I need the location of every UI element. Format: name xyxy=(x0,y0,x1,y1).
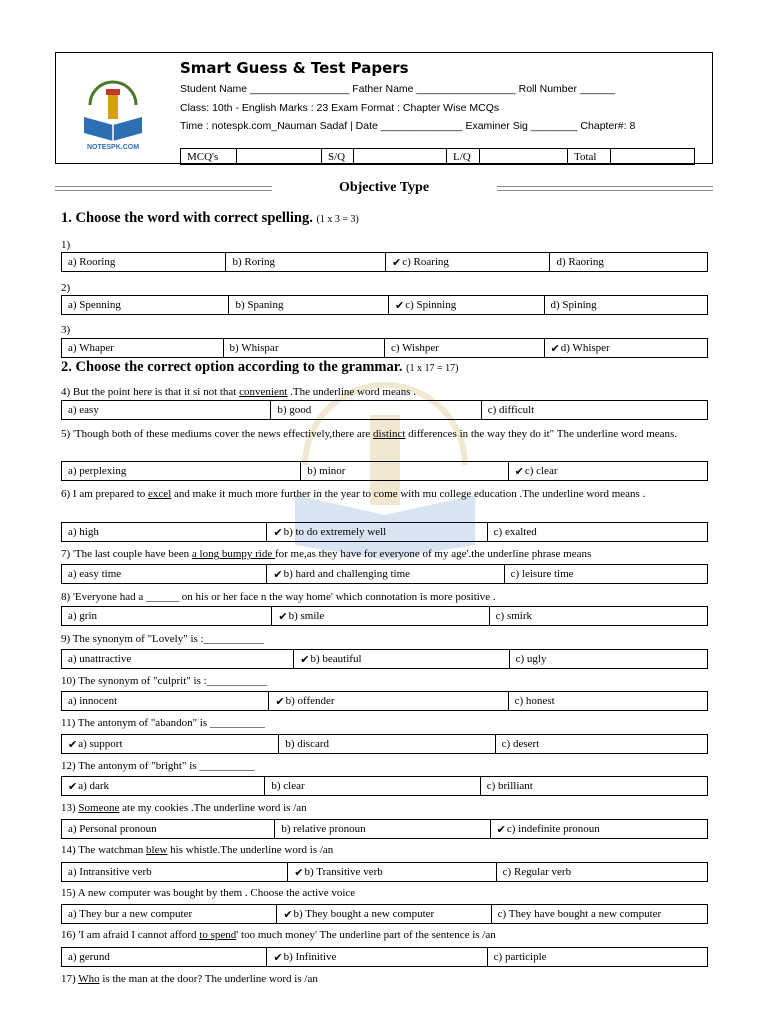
option-label: a) gerund xyxy=(68,951,110,963)
question-text-part: .The underline word means . xyxy=(287,386,416,398)
question-text: 11) The antonym of "abandon" is __________ xyxy=(61,717,265,729)
option-label: d) Spining xyxy=(550,299,597,311)
underlined-term: to spend xyxy=(199,929,237,941)
option-label: c) desert xyxy=(501,738,540,750)
paper-title: Smart Guess & Test Papers xyxy=(180,59,409,77)
option-label: a) Spenning xyxy=(68,299,121,311)
option-label: b) They bought a new computer xyxy=(293,908,435,920)
option-label: c) difficult xyxy=(487,404,535,416)
options-row xyxy=(61,691,708,711)
option-label: a) innocent xyxy=(68,695,118,707)
option-c[interactable] xyxy=(386,253,550,271)
option-label: b) relative pronoun xyxy=(281,823,366,835)
question-text-part: differences in the way they do it" The underline word means. xyxy=(405,428,678,440)
underlined-term: excel xyxy=(148,488,172,500)
option-label: a) high xyxy=(68,526,99,538)
option-label: a) grin xyxy=(68,610,98,622)
section-title: 2. Choose the correct option according to the grammar. xyxy=(61,359,407,375)
question-text-part: 6) I am prepared to xyxy=(61,488,149,500)
section-marks: (1 x 3 = 3) xyxy=(316,214,359,225)
option-b[interactable] xyxy=(267,948,487,966)
question-text: 8) 'Everyone had a ______ on his or her face n the way home' which connotation is more positive . xyxy=(61,591,496,603)
check-mark-icon: ✔ xyxy=(294,865,304,879)
check-mark-icon: ✔ xyxy=(273,567,283,581)
option-d[interactable] xyxy=(545,339,708,357)
option-label: b) Spaning xyxy=(235,299,284,311)
check-mark-icon: ✔ xyxy=(496,822,506,836)
option-c[interactable] xyxy=(497,863,707,881)
option-b[interactable] xyxy=(301,462,508,480)
question-text-part: is the man at the door? The underline word is /an xyxy=(99,973,318,985)
question-text: 15) A new computer was bought by them . Choose the active voice xyxy=(61,887,356,899)
option-label: d) Whisper xyxy=(560,342,610,354)
marks-box-mcq xyxy=(237,149,322,165)
underlined-term: blew xyxy=(146,844,168,856)
underlined-term: convenient xyxy=(239,386,288,398)
option-b[interactable] xyxy=(224,339,386,357)
option-c[interactable] xyxy=(505,565,707,583)
option-c[interactable] xyxy=(490,607,707,625)
option-c[interactable] xyxy=(510,650,707,668)
option-c[interactable] xyxy=(389,296,545,314)
option-label: c) participle xyxy=(493,951,547,963)
marks-box-sq xyxy=(354,149,447,165)
option-b[interactable] xyxy=(229,296,389,314)
option-a[interactable] xyxy=(62,523,267,541)
underlined-term: Someone xyxy=(78,802,120,814)
options-row xyxy=(61,649,708,669)
option-b[interactable] xyxy=(277,905,491,923)
options-row xyxy=(61,904,708,924)
option-c[interactable] xyxy=(496,735,707,753)
option-label: c) honest xyxy=(514,695,555,707)
time-info-line: Time : notespk.com_Nauman Sadaf | Date ______________ Examiner Sig ________ Chapter#: 8 xyxy=(180,120,636,132)
question-text-part: his whistle.The underline word is /an xyxy=(167,844,334,856)
student-info-line: Student Name _________________ Father Name _________________ Roll Number ______ xyxy=(180,83,615,95)
option-b[interactable] xyxy=(275,820,490,838)
option-label: a) Intransitive verb xyxy=(68,866,152,878)
section-title: 1. Choose the word with correct spelling. xyxy=(61,210,317,226)
option-b[interactable] xyxy=(267,565,504,583)
option-label: b) Roring xyxy=(232,256,275,268)
option-d[interactable] xyxy=(545,296,708,314)
options-row xyxy=(61,734,708,754)
option-label: a) unattractive xyxy=(68,653,132,665)
check-mark-icon: ✔ xyxy=(391,255,402,269)
question-text xyxy=(61,383,711,401)
objective-type-title: Objective Type xyxy=(338,180,430,195)
check-mark-icon: ✔ xyxy=(300,652,310,666)
options-row xyxy=(61,400,708,420)
option-c[interactable] xyxy=(481,777,707,795)
question-text-part: 13) xyxy=(61,802,79,814)
option-a[interactable] xyxy=(62,607,272,625)
option-a[interactable] xyxy=(62,462,301,480)
option-label: d) Raoring xyxy=(556,256,604,268)
check-mark-icon: ✔ xyxy=(275,694,285,708)
option-label: c) indefinite pronoun xyxy=(506,823,600,835)
underlined-term: a long bumpy ride xyxy=(191,548,275,560)
options-row xyxy=(61,606,708,626)
marks-label-lq: L/Q xyxy=(447,149,480,165)
options-row xyxy=(61,564,708,584)
option-label: b) smile xyxy=(288,610,325,622)
section-heading xyxy=(61,210,359,227)
check-mark-icon: ✔ xyxy=(273,525,283,539)
option-label: c) smirk xyxy=(495,610,533,622)
option-label: a) Whaper xyxy=(68,342,114,354)
option-label: a) support xyxy=(78,738,123,750)
section-heading xyxy=(61,359,458,376)
check-mark-icon: ✔ xyxy=(283,907,293,921)
marks-label-total: Total xyxy=(568,149,611,165)
question-text-part: 7) 'The last couple have been xyxy=(61,548,192,560)
option-c[interactable] xyxy=(509,462,707,480)
option-label: c) They have bought a new computer xyxy=(497,908,662,920)
question-text: 12) The antonym of "bright" is __________ xyxy=(61,760,255,772)
check-mark-icon: ✔ xyxy=(278,609,288,623)
option-b[interactable] xyxy=(279,735,495,753)
option-label: b) offender xyxy=(285,695,335,707)
option-b[interactable] xyxy=(288,863,496,881)
option-a[interactable] xyxy=(62,735,279,753)
option-label: b) Whispar xyxy=(229,342,279,354)
question-text: 10) The synonym of "culprit" is :___________ xyxy=(61,675,268,687)
marks-box-lq xyxy=(480,149,568,165)
option-a[interactable] xyxy=(62,820,275,838)
option-label: b) Infinitive xyxy=(283,951,337,963)
question-text: 3) xyxy=(61,324,71,336)
option-c[interactable] xyxy=(492,905,707,923)
options-row xyxy=(61,338,708,358)
logo-text: NOTESPK.COM xyxy=(86,144,140,151)
option-label: b) hard and challenging time xyxy=(283,568,411,580)
section-marks: (1 x 17 = 17) xyxy=(406,363,459,374)
option-label: c) Regular verb xyxy=(502,866,572,878)
question-text-part: 16) 'I am afraid I cannot afford xyxy=(61,929,200,941)
option-c[interactable] xyxy=(509,692,707,710)
question-text xyxy=(61,970,711,988)
option-b[interactable] xyxy=(271,401,481,419)
option-a[interactable] xyxy=(62,650,294,668)
option-b[interactable] xyxy=(294,650,509,668)
underlined-term: Who xyxy=(78,973,100,985)
option-label: b) good xyxy=(277,404,312,416)
check-mark-icon: ✔ xyxy=(68,737,78,751)
option-b[interactable] xyxy=(226,253,386,271)
option-b[interactable] xyxy=(265,777,480,795)
options-row xyxy=(61,461,708,481)
options-row xyxy=(61,252,708,272)
class-info-line: Class: 10th - English Marks : 23 Exam Format : Chapter Wise MCQs xyxy=(180,102,500,114)
check-mark-icon: ✔ xyxy=(514,464,524,478)
question-text-part: ate my cookies .The underline word is /an xyxy=(119,802,307,814)
options-row xyxy=(61,522,708,542)
options-row xyxy=(61,819,708,839)
marks-label-mcq: MCQ's xyxy=(181,149,237,165)
option-label: a) Personal pronoun xyxy=(68,823,157,835)
question-text xyxy=(61,425,711,443)
option-c[interactable] xyxy=(488,523,707,541)
option-b[interactable] xyxy=(267,523,487,541)
question-text xyxy=(61,926,711,944)
question-text-part: 14) The watchman xyxy=(61,844,147,856)
option-label: a) perplexing xyxy=(68,465,127,477)
option-a[interactable] xyxy=(62,905,277,923)
option-label: b) Transitive verb xyxy=(304,866,383,878)
options-row xyxy=(61,295,708,315)
option-label: a) They bur a new computer xyxy=(68,908,193,920)
check-mark-icon: ✔ xyxy=(68,779,78,793)
check-mark-icon: ✔ xyxy=(394,298,405,312)
option-label: c) Spinning xyxy=(405,299,457,311)
question-text-part: ' too much money' The underline part of the sentence is /an xyxy=(236,929,496,941)
option-d[interactable] xyxy=(550,253,707,271)
option-label: b) minor xyxy=(307,465,346,477)
option-label: a) Rooring xyxy=(68,256,116,268)
option-a[interactable] xyxy=(62,253,226,271)
option-a[interactable] xyxy=(62,565,267,583)
option-c[interactable] xyxy=(488,948,707,966)
question-text-part: 17) xyxy=(61,973,79,985)
option-a[interactable] xyxy=(62,296,229,314)
question-text xyxy=(61,485,711,503)
marks-label-sq: S/Q xyxy=(322,149,354,165)
option-label: c) Wishper xyxy=(391,342,439,354)
question-text-part: 5) 'Though both of these mediums cover the news effectively,there are xyxy=(61,428,374,440)
question-text: 9) The synonym of "Lovely" is :___________ xyxy=(61,633,265,645)
underlined-term: distinct xyxy=(373,428,406,440)
option-a[interactable] xyxy=(62,777,265,795)
check-mark-icon: ✔ xyxy=(273,950,283,964)
option-c[interactable] xyxy=(491,820,707,838)
option-b[interactable] xyxy=(269,692,508,710)
option-b[interactable] xyxy=(272,607,489,625)
question-text-part: for me,as they have for everyone of my age'.the underline phrase means xyxy=(274,548,592,560)
option-label: c) Roaring xyxy=(402,256,449,268)
options-row xyxy=(61,776,708,796)
option-c[interactable] xyxy=(482,401,707,419)
option-c[interactable] xyxy=(385,339,545,357)
question-text-part: 4) But the point here is that it si not that xyxy=(61,386,240,398)
question-text-part: and make it much more further in the year to come with mu college education .The underline word means . xyxy=(171,488,646,500)
option-label: a) dark xyxy=(78,780,110,792)
question-text xyxy=(61,799,711,817)
option-label: c) clear xyxy=(524,465,558,477)
option-label: a) easy xyxy=(68,404,99,416)
option-label: b) beautiful xyxy=(310,653,362,665)
option-label: b) clear xyxy=(271,780,305,792)
exam-header xyxy=(55,52,713,164)
question-text: 2) xyxy=(61,282,71,294)
option-a[interactable] xyxy=(62,401,271,419)
option-label: c) ugly xyxy=(515,653,547,665)
marks-box-total xyxy=(611,149,695,165)
options-row xyxy=(61,947,708,967)
option-label: c) leisure time xyxy=(510,568,574,580)
option-label: b) discard xyxy=(285,738,330,750)
question-text xyxy=(61,545,711,563)
option-label: a) easy time xyxy=(68,568,122,580)
check-mark-icon: ✔ xyxy=(550,341,560,355)
options-row xyxy=(61,862,708,882)
option-a[interactable] xyxy=(62,863,288,881)
option-label: c) exalted xyxy=(493,526,537,538)
option-a[interactable] xyxy=(62,692,269,710)
option-label: b) to do extremely well xyxy=(283,526,387,538)
book-lamp-logo-icon xyxy=(78,75,148,151)
option-a[interactable] xyxy=(62,339,224,357)
marks-table xyxy=(180,148,695,165)
question-text: 1) xyxy=(61,239,71,251)
question-text xyxy=(61,841,711,859)
option-a[interactable] xyxy=(62,948,267,966)
option-label: c) brilliant xyxy=(486,780,533,792)
